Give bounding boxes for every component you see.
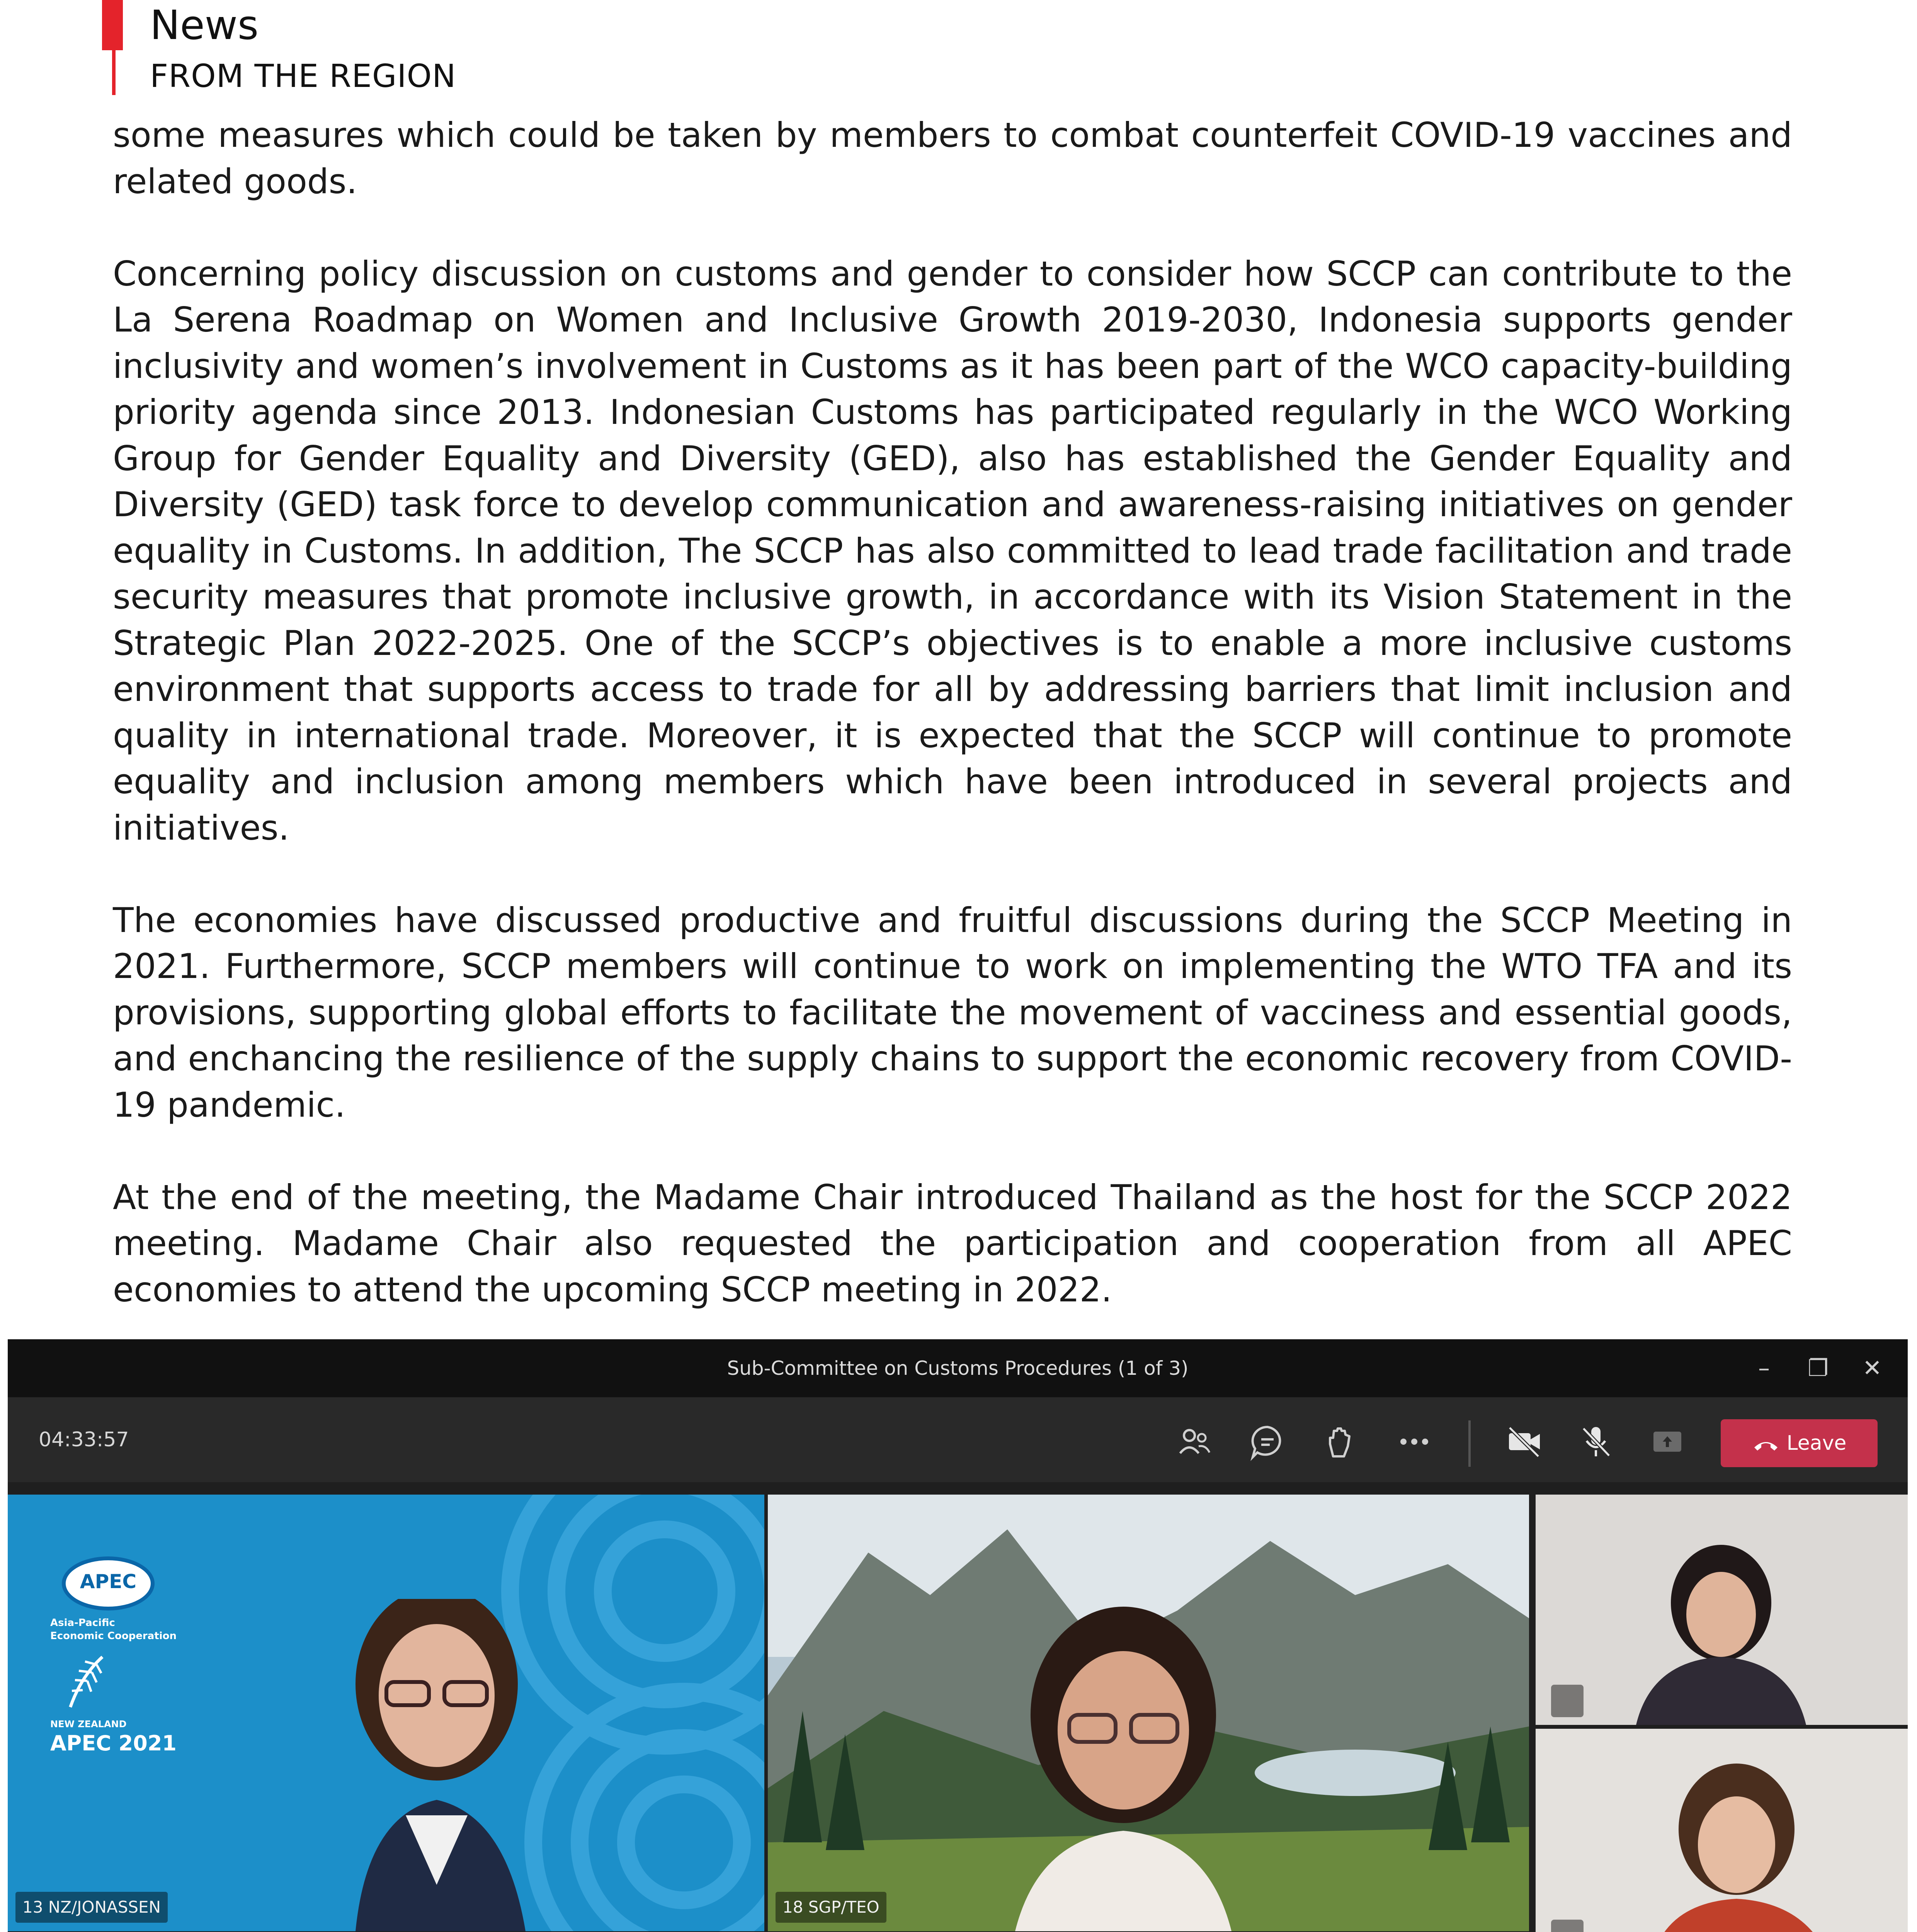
fern-icon [66,1653,108,1711]
section-subtitle: FROM THE REGION [150,58,456,95]
participant-label: 18 SGP/TEO [776,1892,886,1923]
more-options-icon[interactable] [1395,1422,1434,1461]
camera-off-icon[interactable] [1505,1422,1544,1461]
apec-org-line2: Economic Cooperation [50,1630,177,1642]
leave-label: Leave [1786,1432,1847,1455]
mic-off-icon[interactable] [1577,1422,1615,1461]
muted-mic-icon [1551,1920,1584,1932]
article-body [113,112,1792,1313]
phone-hangup-icon [1752,1437,1780,1452]
apec-logo-text: APEC [80,1570,137,1593]
toolbar-divider [1468,1420,1471,1467]
muted-mic-icon [1551,1685,1584,1717]
video-tile-right-2[interactable] [1536,1729,1908,1932]
apec-org-name [50,1616,177,1643]
meeting-screenshot [8,1339,1908,1932]
participants-icon[interactable] [1175,1422,1213,1461]
apec-logo [62,1556,155,1611]
header-accent-bar [102,0,123,50]
apec-org-line1: Asia-Pacific [50,1617,115,1629]
leave-button[interactable] [1721,1419,1878,1467]
article-paragraph: The economies have discussed productive and fruitful discussions during the SCCP Meeting in 2021. Furthermore, SCCP members will continue to work on implementing the WTO TFA and its provisions, supporting global efforts to facilitate the movement of vacciness and essential goods, and enchancing the resilience of the supply chains to support the economic recovery from COVID-19 pandemic. [113,900,1792,1125]
participant-label: 13 NZ/JONASSEN [15,1892,168,1923]
section-title: News [150,2,259,49]
apec-event: APEC 2021 [50,1731,177,1755]
raise-hand-icon[interactable] [1322,1422,1360,1461]
video-tile-teo[interactable] [768,1495,1529,1931]
video-tile-right-1[interactable] [1536,1495,1908,1725]
participant-video [309,1599,580,1931]
chat-icon[interactable] [1248,1422,1287,1461]
article-paragraph: some measures which could be taken by members to combat counterfeit COVID-19 vaccines and related goods. [113,115,1792,201]
article-paragraph: At the end of the meeting, the Madame Chair introduced Thailand as the host for the SCCP 2022 meeting. Madame Chair also requested the participation and cooperation from all APEC economies to attend the upcoming SCCP meeting in 2022. [113,1177,1792,1310]
restore-icon[interactable]: ❐ [1808,1355,1829,1382]
window-title: Sub-Committee on Customs Procedures (1 of 3) [727,1357,1189,1379]
close-icon[interactable]: ✕ [1862,1355,1882,1382]
participant-video [976,1599,1270,1931]
header-accent-line [112,50,116,95]
video-tile-jonassen[interactable] [8,1495,764,1931]
meeting-timer: 04:33:57 [39,1428,129,1451]
article-paragraph: Concerning policy discussion on customs and gender to consider how SCCP can contribute to the La Serena Roadmap on Women and Inclusive Growth 2019-2030, Indonesia supports gender inclusivity and women’s involvement in Customs as it has been part of the WCO capacity-building priority agenda since 2013. Indonesian Customs has participated regularly in the WCO Working Group for Gender Equality and Diversity (GED), also has established the Gender Equality and Diversity (GED) task force to develop communication and awareness-raising initiatives on gender equality in Customs. In addition, The SCCP has also committed to lead trade facilitation and trade security measures that promote inclusive growth, in accordance with its Vision Statement in the Strategic Plan 2022-2025. One of the SCCP’s objectives is to enable a more inclusive customs environment that supports access to trade for all by addressing barriers that limit inclusion and quality in international trade. Moreover, it is expected that the SCCP will continue to promote equality and inclusion among members which have been introduced in several projects and initiatives. [113,253,1792,848]
participant-video [1536,1495,1908,1725]
share-screen-icon[interactable] [1648,1422,1687,1461]
apec-country: NEW ZEALAND [50,1719,127,1730]
meeting-toolbar [8,1397,1908,1482]
participant-video [1536,1729,1908,1932]
minimize-icon[interactable]: – [1758,1355,1770,1382]
